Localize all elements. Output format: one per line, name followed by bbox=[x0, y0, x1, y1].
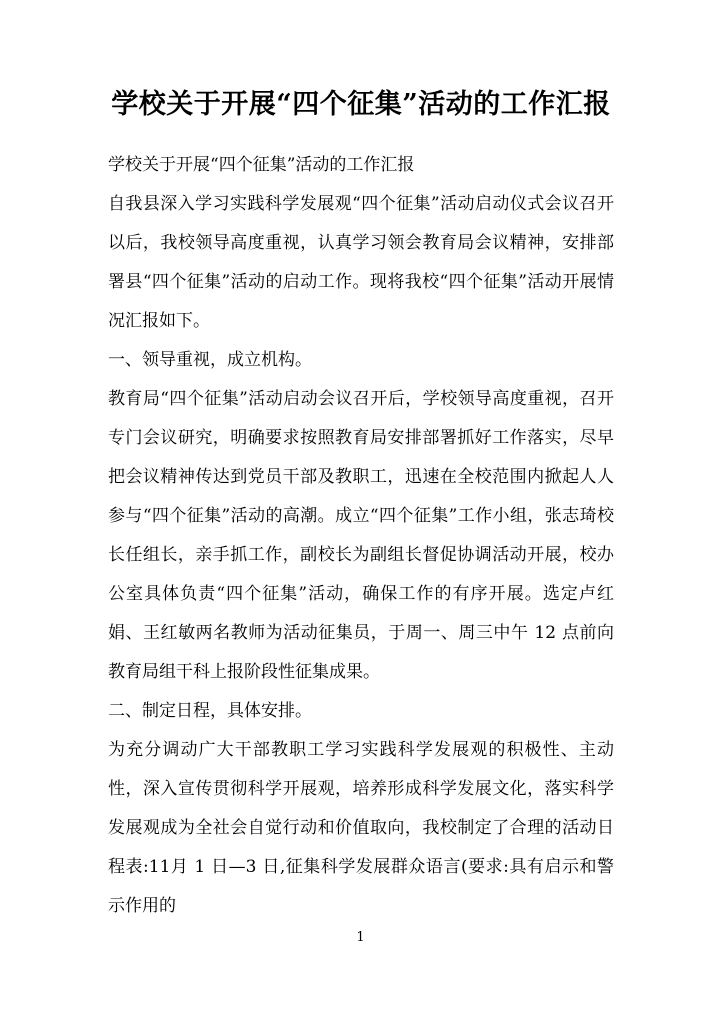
paragraph-section-1-heading: 一、领导重视，成立机构。 bbox=[108, 350, 312, 370]
paragraph-heading-repeat: 学校关于开展“四个征集”活动的工作汇报 bbox=[108, 155, 415, 175]
paragraph-intro: 自我县深入学习实践科学发展观“四个征集”活动启动仪式会议召开以后，我校领导高度重视，认真学习领会教育局会议精神，安排部署县“四个征集”活动的启动工作。现将我校“四个征集”活动开展情况汇报如下。 bbox=[108, 194, 614, 331]
paragraph-section-1-body: 教育局“四个征集”活动启动会议召开后，学校领导高度重视，召开专门会议研究，明确要求按照教育局安排部署抓好工作落实，尽早把会议精神传达到党员干部及教职工，迅速在全校范围内掀起人人参与“四个征集”活动的高潮。成立“四个征集”工作小组，张志琦校长任组长，亲手抓工作，副校长为副组长督促协调活动开展，校办公室具体负责“四个征集”活动，确保工作的有序开展。选定卢红娟、王红敏两名教师为活动征集员，于周一、周三中午 12 点前向教育局组干科上报阶段性征集成果。 bbox=[108, 389, 614, 682]
page-title: 学校关于开展“四个征集”活动的工作汇报 bbox=[111, 89, 611, 120]
page-number: 1 bbox=[356, 930, 365, 945]
document-body bbox=[108, 146, 614, 926]
document-content bbox=[108, 0, 614, 926]
paragraph-section-2-body: 为充分调动广大干部教职工学习实践科学发展观的积极性、主动性，深入宣传贯彻科学开展观，培养形成科学发展文化，落实科学发展观成为全社会自觉行动和价值取向，我校制定了合理的活动日程表:11月 1 日—3 日,征集科学发展群众语言(要求:具有启示和警示作用的 bbox=[108, 740, 614, 916]
paragraph-section-2-heading: 二、制定日程，具体安排。 bbox=[108, 701, 312, 721]
